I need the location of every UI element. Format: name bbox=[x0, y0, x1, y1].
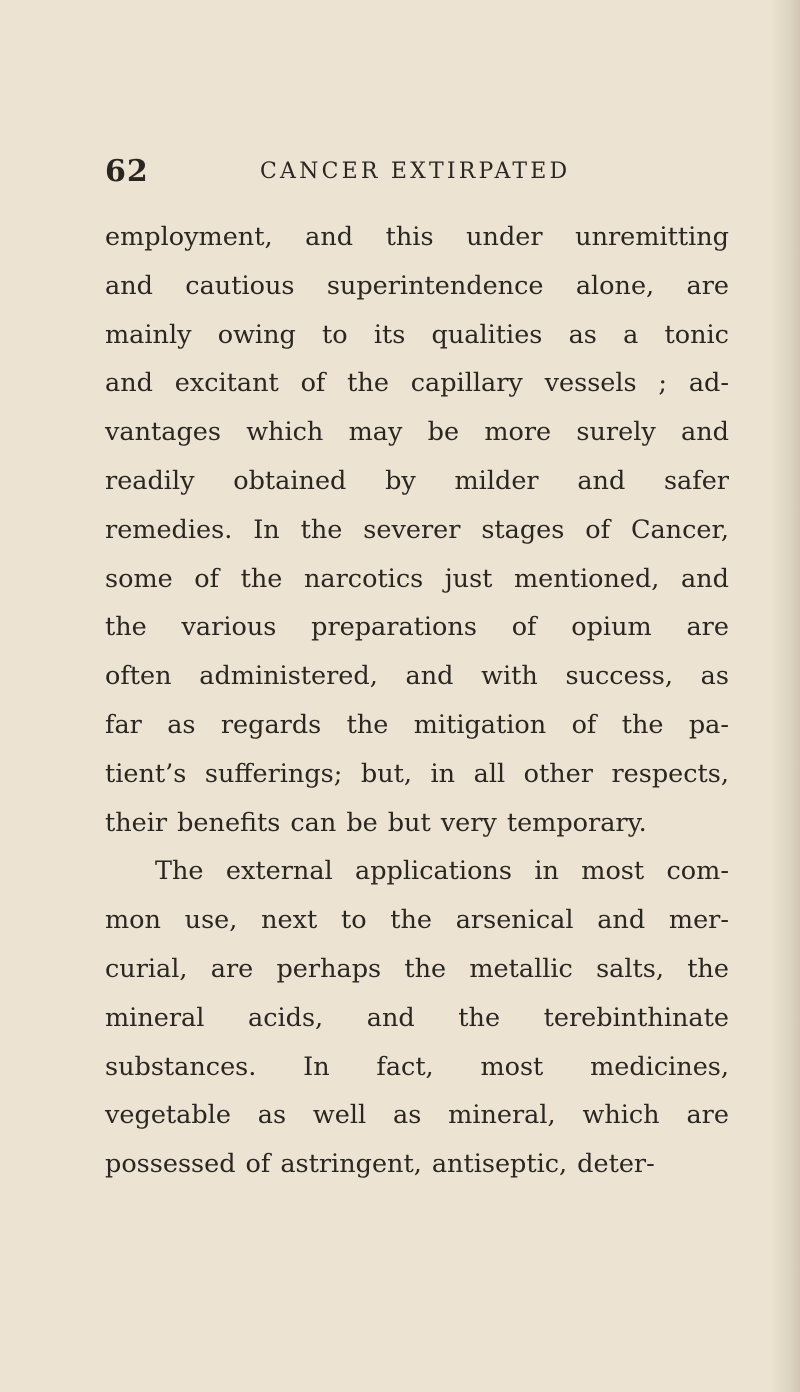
text-line: mainly owing to its qualities as a tonic bbox=[105, 319, 729, 350]
running-title: CANCER EXTIRPATED bbox=[260, 159, 571, 184]
text-line: some of the narcotics just mentioned, and bbox=[105, 563, 729, 594]
page-number: 62 bbox=[105, 154, 149, 189]
text-line: readily obtained by milder and safer bbox=[105, 465, 729, 496]
text-line: often administered, and with success, as bbox=[105, 661, 729, 692]
text-line: and cautious superintendence alone, are bbox=[105, 270, 729, 301]
text-line: employment, and this under unremitting bbox=[105, 222, 729, 252]
text-line: vantages which may be more surely and bbox=[105, 417, 729, 448]
text-line: tient’s sufferings; but, in all other respects, bbox=[105, 758, 729, 789]
text-line: substances. In fact, most medicines, bbox=[105, 1051, 729, 1082]
text-line: vegetable as well as mineral, which are bbox=[105, 1100, 729, 1131]
text-line: the various preparations of opium are bbox=[105, 612, 729, 643]
body-text bbox=[105, 213, 729, 1189]
text-line: The external applications in most com- bbox=[155, 856, 729, 887]
text-line: and excitant of the capillary vessels ; ad- bbox=[105, 368, 729, 399]
text-line: far as regards the mitigation of the pa- bbox=[105, 709, 729, 740]
running-head bbox=[105, 152, 745, 192]
text-line: possessed of astringent, antiseptic, deter- bbox=[105, 1149, 655, 1180]
text-line: mineral acids, and the terebinthinate bbox=[105, 1002, 729, 1033]
text-line: mon use, next to the arsenical and mer- bbox=[105, 905, 729, 936]
text-line: their benefits can be but very temporary. bbox=[105, 807, 647, 838]
text-line: curial, are perhaps the metallic salts, the bbox=[105, 953, 729, 984]
text-line: remedies. In the severer stages of Cancer, bbox=[105, 514, 729, 545]
